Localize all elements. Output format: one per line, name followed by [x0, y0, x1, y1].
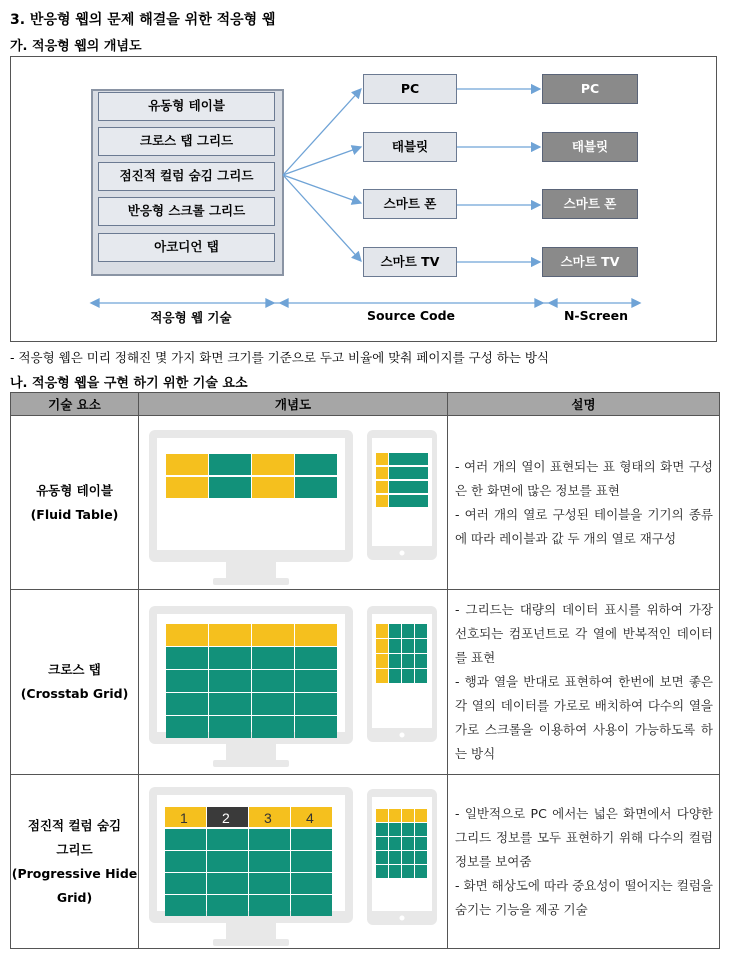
tech-item-accordion-tab: 아코디언 탭 — [98, 233, 275, 262]
segment-label-nscreen: N-Screen — [563, 308, 629, 323]
table-row — [11, 775, 720, 949]
section-b-title: 나. 적응형 웹을 구현 하기 위한 기술 요소 — [10, 376, 248, 391]
segment-label-source: Source Code — [366, 308, 456, 323]
header-concept: 개념도 — [139, 393, 448, 416]
row-3-name-en: (Progressive Hide Grid) — [11, 865, 138, 905]
row-1-description — [448, 416, 720, 590]
arrow-to-pc — [283, 89, 361, 175]
crosstab-illustration — [139, 590, 448, 774]
arrow-to-tv — [283, 175, 361, 261]
row-2-illustration — [139, 590, 448, 775]
progressive-hide-illustration — [139, 775, 448, 948]
row-2-desc-text: - 그리드는 대량의 데이터 표시를 위하여 가장 선호되는 컴포넌트로 각 열에 반복적인 데이터를 표현 - 행과 열을 반대로 표현하여 한번에 보면 좋은 각 열의 데이터를 가로로 배치하여 다수의 열을 가로 스크롤을 이용하여 사용이 가능하도록 하는 방식 — [455, 602, 713, 761]
row-3-name: 점진적 컬럼 숨김 그리드 — [27, 817, 122, 857]
page-heading: 3. 반응형 웹의 문제 해결을 위한 적응형 웹 — [10, 12, 276, 28]
table-header-row — [11, 393, 720, 416]
table-row — [11, 590, 720, 775]
tech-item-progressive-hide: 점진적 컬럼 숨김 그리드 — [98, 162, 275, 191]
header-description: 설명 — [448, 393, 720, 416]
row-2-description — [448, 590, 720, 775]
row-1-element — [11, 416, 139, 590]
fluid-table-illustration — [139, 416, 448, 589]
row-2-name: 크로스 탭 — [48, 662, 101, 677]
device-pc: PC — [363, 74, 457, 104]
column-number-2: 2 — [222, 810, 230, 826]
row-1-illustration — [139, 416, 448, 590]
column-number-3: 3 — [264, 810, 272, 826]
arrow-to-phone — [283, 175, 361, 203]
tech-item-fluid-table: 유동형 테이블 — [98, 92, 275, 121]
row-2-element — [11, 590, 139, 775]
row-2-name-en: (Crosstab Grid) — [20, 686, 129, 701]
section-a-title: 가. 적응형 웹의 개념도 — [10, 39, 142, 54]
screen-smart-tv: 스마트 TV — [542, 247, 638, 277]
adaptive-web-diagram — [10, 56, 717, 342]
segment-label-tech: 적응형 웹 기술 — [150, 310, 232, 325]
table-row — [11, 416, 720, 590]
device-smart-tv: 스마트 TV — [363, 247, 457, 277]
device-tablet: 태블릿 — [363, 132, 457, 162]
row-3-illustration — [139, 775, 448, 949]
tech-item-crosstab: 크로스 탭 그리드 — [98, 127, 275, 156]
tech-elements-table — [10, 392, 720, 949]
row-3-element — [11, 775, 139, 949]
row-1-name: 유동형 테이블 — [36, 482, 113, 498]
column-number-1: 1 — [180, 810, 188, 826]
row-1-desc-text: - 여러 개의 열이 표현되는 표 형태의 화면 구성은 한 화면에 많은 정보를 표현 - 여러 개의 열로 구성된 테이블을 기기의 종류에 따라 레이블과 값 두 개의 열로 재구성 — [455, 458, 713, 546]
column-number-4: 4 — [306, 810, 314, 826]
screen-tablet: 태블릿 — [542, 132, 638, 162]
screen-smartphone: 스마트 폰 — [542, 189, 638, 219]
device-smartphone: 스마트 폰 — [363, 189, 457, 219]
screen-pc: PC — [542, 74, 638, 104]
header-tech-element: 기술 요소 — [11, 393, 139, 416]
row-3-desc-text: - 일반적으로 PC 에서는 넓은 화면에서 다양한 그리드 정보를 모두 표현하기 위해 다수의 컬럼 정보를 보여줌 - 화면 해상도에 따라 중요성이 떨어지는 컬럼을 숨기는 기능을 제공 기술 — [455, 805, 713, 917]
arrow-to-tablet — [283, 147, 361, 175]
row-3-description — [448, 775, 720, 949]
row-1-name-en: (Fluid Table) — [30, 506, 119, 522]
segment-axis — [91, 299, 640, 307]
adaptive-web-note: - 적응형 웹은 미리 정해진 몇 가지 화면 크기를 기준으로 두고 비율에 맞춰 페이지를 구성 하는 방식 — [10, 350, 550, 365]
tech-item-responsive-scroll: 반응형 스크롤 그리드 — [98, 197, 275, 226]
